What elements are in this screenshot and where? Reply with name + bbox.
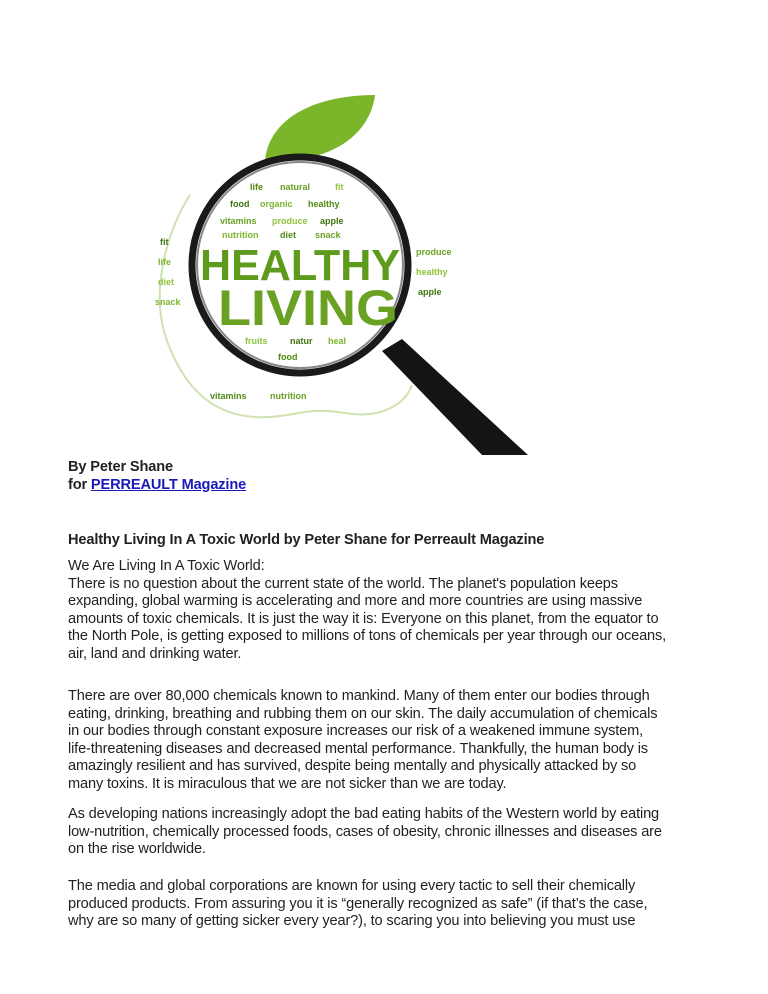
byline	[68, 459, 246, 494]
cloud-word: produce	[272, 216, 308, 226]
cloud-word: food	[278, 352, 298, 362]
cloud-word: life	[250, 182, 264, 192]
cloud-word: diet	[280, 230, 297, 240]
cloud-word: food	[230, 199, 250, 209]
cloud-word: nutrition	[222, 230, 259, 240]
article-subheading: We Are Living In A Toxic World:	[68, 558, 265, 574]
cloud-word: nutrition	[270, 391, 307, 401]
healthy-living-apple-magnifier-image	[150, 85, 540, 457]
perreault-magazine-link[interactable]: PERREAULT Magazine	[90, 476, 247, 493]
cloud-word: fit	[160, 237, 169, 247]
cloud-word: vitamins	[220, 216, 257, 226]
paragraph-line: on the rise worldwide.	[68, 841, 206, 858]
paragraph-line: amounts of toxic chemicals. It is just the way it is: Everyone on this planet, from the equator to	[68, 610, 659, 627]
paragraph-line: There are over 80,000 chemicals known to mankind. Many of them enter our bodies through	[68, 688, 650, 704]
cloud-word: natural	[280, 182, 311, 192]
paragraph-line: produced products. From assuring you it is “generally recognized as safe” (if that’s the case,	[68, 895, 648, 912]
paragraph-line: As developing nations increasingly adopt the bad eating habits of the Western world by eating	[68, 806, 659, 822]
cloud-word: heal	[328, 336, 347, 346]
paragraph-line: There is no question about the current state of the world. The planet's population keeps	[68, 575, 618, 592]
for-prefix: for	[68, 476, 88, 493]
article-heading: Healthy Living In A Toxic World by Peter Shane for Perreault Magazine	[68, 532, 545, 548]
cloud-word: diet	[158, 277, 175, 287]
cloud-word: healthy	[416, 267, 448, 277]
paragraph-line: low-nutrition, chemically processed foods, cases of obesity, chronic illnesses and diseases are	[68, 823, 662, 840]
cloud-word: life	[158, 257, 172, 267]
paragraph-line: the North Pole, is getting exposed to millions of tons of chemicals per year through our oceans,	[68, 628, 667, 645]
title-word-healthy: HEALTHY	[200, 241, 400, 290]
author: By Peter Shane	[68, 459, 173, 475]
paragraph-line: in our bodies through constant exposure increases our risk of a weakened immune system,	[68, 723, 644, 740]
cloud-word: natur	[290, 336, 313, 346]
cloud-word: organic	[260, 199, 293, 209]
cloud-word: apple	[320, 216, 344, 226]
cloud-word: fit	[335, 182, 344, 192]
leaf	[265, 95, 375, 161]
paragraph-line: The media and global corporations are known for using every tactic to sell their chemically	[68, 878, 636, 894]
paragraph-line: many toxins. It is miraculous that we are not sicker than we are today.	[68, 775, 507, 792]
paragraph-line: expanding, global warming is accelerating and more and more countries are using massive	[68, 593, 643, 610]
title-word-living: LIVING	[218, 280, 398, 336]
paragraph-3	[68, 806, 662, 859]
cloud-word: produce	[416, 247, 452, 257]
paragraph-2	[68, 688, 657, 794]
paragraph-4	[68, 878, 647, 931]
paragraph-line: amazingly resilient and has survived, despite being mentally and physically attacked by so	[68, 758, 637, 775]
cloud-word: snack	[155, 297, 181, 307]
cloud-word: vitamins	[210, 391, 247, 401]
cloud-word: fruits	[245, 336, 268, 346]
paragraph-line: why are so many of getting sicker every year?), to scaring you into believing you must use	[68, 913, 636, 930]
paragraph-line: life-threatening diseases and decreased mental performance. Thankfully, the human body is	[68, 740, 648, 757]
paragraph-1	[68, 576, 666, 664]
paragraph-line: air, land and drinking water.	[68, 645, 242, 662]
cloud-word: snack	[315, 230, 341, 240]
paragraph-line: eating, drinking, breathing and rubbing them on our skin. The daily accumulation of chemicals	[68, 705, 658, 722]
cloud-word: healthy	[308, 199, 340, 209]
cloud-word: apple	[418, 287, 442, 297]
